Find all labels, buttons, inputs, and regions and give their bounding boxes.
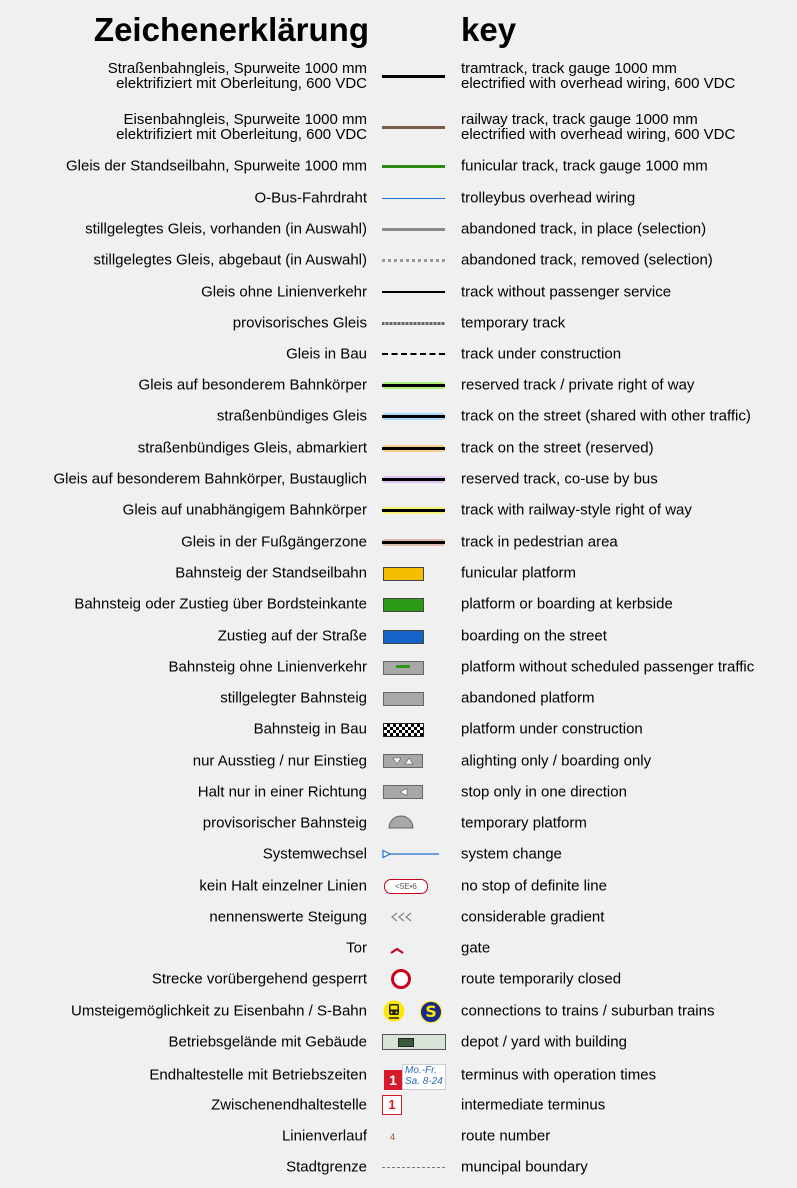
legend-row [0, 277, 797, 308]
legend-label-english: reserved track, co-use by bus [461, 470, 658, 488]
legend-row [0, 808, 797, 839]
legend-row [0, 902, 797, 933]
legend-label-english: funicular track, track gauge 1000 mm [461, 157, 708, 175]
legend-label-german: Bahnsteig der Standseilbahn [175, 564, 367, 582]
legend-symbol-train-icons [382, 996, 445, 1027]
legend-label-german: Bahnsteig oder Zustieg über Bordsteinkante [74, 595, 367, 613]
legend-label-german: Gleis in der Fußgängerzone [181, 533, 367, 551]
legend-label-english: funicular platform [461, 564, 577, 582]
legend-label-german: Tor [346, 939, 367, 957]
terminus-line-badge: 1 [384, 1070, 402, 1090]
legend-label-english: terminus with operation times [461, 1066, 657, 1084]
legend-label-english: muncipal boundary [461, 1158, 588, 1176]
legend-label-english: reserved track / private right of way [461, 376, 695, 394]
legend-label-german: nennenswerte Steigung [209, 908, 367, 926]
legend-label-german: Strecke vorübergehend gesperrt [151, 970, 367, 988]
legend-row [0, 589, 797, 620]
legend-label-english: considerable gradient [461, 908, 605, 926]
legend-symbol-line-blue-thin [382, 183, 445, 214]
legend-label-english: platform without scheduled passenger traffic [461, 658, 755, 676]
legend-symbol-casing-orange [382, 433, 445, 464]
legend-row [0, 495, 797, 526]
legend-label-german: Zustieg auf der Straße [217, 627, 367, 645]
legend-symbol-route-number [382, 1121, 445, 1152]
legend-label-english: route temporarily closed [461, 970, 622, 988]
legend-label-german: provisorischer Bahnsteig [202, 814, 367, 832]
legend-row [0, 370, 797, 401]
legend-label-english: boarding on the street [461, 627, 607, 645]
legend-row [0, 183, 797, 214]
legend-label-english: track under construction [461, 345, 622, 363]
legend-label-english: system change [461, 845, 562, 863]
legend-row [0, 433, 797, 464]
legend-label-english: alighting only / boarding only [461, 752, 652, 770]
legend-label-german: stillgelegtes Gleis, vorhanden (in Auswahl) [85, 220, 367, 238]
legend-symbol-no-stop-pill [382, 871, 445, 902]
legend-symbol-platform-checker [382, 714, 445, 745]
legend-label-english: abandoned track, removed (selection) [461, 251, 713, 269]
legend-label-english: connections to trains / suburban trains [461, 1002, 715, 1020]
legend-row [0, 933, 797, 964]
legend-label-german: Gleis in Bau [286, 345, 367, 363]
legend-row [0, 245, 797, 276]
legend-row [0, 839, 797, 870]
legend-label-german: Bahnsteig ohne Linienverkehr [168, 658, 367, 676]
legend-row [0, 1027, 797, 1058]
legend-row [0, 151, 797, 182]
legend-symbol-platform-green [382, 589, 445, 620]
legend-label-german: stillgelegter Bahnsteig [220, 689, 367, 707]
legend-row [0, 683, 797, 714]
legend-symbol-casing-green [382, 370, 445, 401]
legend-symbol-platform-blue [382, 621, 445, 652]
s-bahn-icon: S [420, 1001, 442, 1023]
legend-label-german: straßenbündiges Gleis [216, 407, 367, 425]
legend-label-german: Endhaltestelle mit Betriebszeiten [149, 1066, 367, 1084]
legend-label-german: Gleis auf besonderem Bahnkörper [138, 376, 367, 394]
legend-symbol-line-grey [382, 214, 445, 245]
legend-label-english: abandoned platform [461, 689, 595, 707]
legend-row [0, 1121, 797, 1152]
legend-symbol-casing-yellow [382, 495, 445, 526]
title-german: Zeichenerklärung [93, 11, 369, 48]
legend-label-english: railway track, track gauge 1000 mm electrified with overhead wiring, 600 VDC [461, 111, 736, 143]
legend-row [0, 558, 797, 589]
legend-label-english: track on the street (shared with other traffic) [461, 407, 751, 425]
legend-label-german: Betriebsgelände mit Gebäude [168, 1033, 367, 1051]
legend-row [0, 464, 797, 495]
legend-row [0, 714, 797, 745]
legend-label-german: Gleis der Standseilbahn, Spurweite 1000 mm [66, 157, 367, 175]
intermediate-terminus-badge: 1 [382, 1095, 402, 1115]
title-english: key [461, 11, 517, 48]
legend-symbol-casing-purple [382, 464, 445, 495]
legend-symbol-platform-one-way [382, 777, 445, 808]
legend-label-english: depot / yard with building [461, 1033, 627, 1051]
legend-symbol-platform-grey [382, 683, 445, 714]
legend-label-german: Gleis auf unabhängigem Bahnkörper [122, 501, 367, 519]
legend-label-german: Zwischenendhaltestelle [211, 1096, 367, 1114]
legend-row [0, 308, 797, 339]
legend-label-german: Umsteigemöglichkeit zu Eisenbahn / S-Bahn [71, 1002, 367, 1020]
legend-symbol-line-black-dashed [382, 339, 445, 370]
legend-label-german: nur Ausstieg / nur Einstieg [192, 752, 367, 770]
route-number-label: 4 [390, 1132, 396, 1142]
legend-label-english: track in pedestrian area [461, 533, 618, 551]
legend-label-english: route number [461, 1127, 551, 1145]
legend-label-english: platform under construction [461, 720, 643, 738]
legend-row [0, 964, 797, 995]
legend-symbol-line-brown [382, 112, 445, 143]
legend-label-english: trolleybus overhead wiring [461, 189, 636, 207]
legend-symbol-casing-blue [382, 401, 445, 432]
operation-times: Mo.-Fr. Sa. 8-24 [402, 1064, 446, 1090]
legend-label-english: track without passenger service [461, 283, 672, 301]
legend-row [0, 61, 797, 92]
legend-label-german: Bahnsteig in Bau [253, 720, 367, 738]
legend-symbol-line-green [382, 151, 445, 182]
legend-symbol-boundary [382, 1152, 445, 1183]
legend-label-german: Linienverlauf [281, 1127, 367, 1145]
train-icon [383, 1000, 405, 1022]
legend-label-german: kein Halt einzelner Linien [199, 877, 367, 895]
legend-symbol-line-grey-textured [382, 308, 445, 339]
legend-label-english: platform or boarding at kerbside [461, 595, 673, 613]
legend-label-german: Systemwechsel [262, 845, 367, 863]
legend-symbol-gate [382, 933, 445, 964]
legend-label-german: Halt nur in einer Richtung [197, 783, 367, 801]
legend-row [0, 339, 797, 370]
legend-label-english: temporary track [461, 314, 566, 332]
legend-symbol-casing-tan [382, 527, 445, 558]
legend-row [0, 652, 797, 683]
legend-row [0, 746, 797, 777]
legend-row [0, 871, 797, 902]
legend-label-english: stop only in one direction [461, 783, 627, 801]
legend-symbol-intermediate-terminus [382, 1090, 445, 1121]
legend-symbol-platform-arrows [382, 746, 445, 777]
legend-row [0, 401, 797, 432]
legend-row [0, 621, 797, 652]
legend-label-english: intermediate terminus [461, 1096, 606, 1114]
legend-label-german: Eisenbahngleis, Spurweite 1000 mm elektrifiziert mit Oberleitung, 600 VDC [116, 111, 367, 143]
legend-label-english: abandoned track, in place (selection) [461, 220, 707, 238]
legend-symbol-half-circle [382, 808, 445, 839]
legend-row [0, 527, 797, 558]
legend-label-english: track with railway-style right of way [461, 501, 692, 519]
legend-row [0, 1152, 797, 1183]
legend-symbol-platform-grey-dash [382, 652, 445, 683]
legend-symbol-line-black-thick [382, 61, 445, 92]
no-stop-pill: <5E•6 [384, 879, 428, 894]
legend-label-german: stillgelegtes Gleis, abgebaut (in Auswahl) [93, 251, 367, 269]
legend-label-english: track on the street (reserved) [461, 439, 654, 457]
legend-symbol-gradient [382, 902, 445, 933]
legend-label-german: O-Bus-Fahrdraht [254, 189, 367, 207]
legend-label-english: gate [461, 939, 491, 957]
legend-row [0, 214, 797, 245]
legend-label-english: tramtrack, track gauge 1000 mm electrified with overhead wiring, 600 VDC [461, 60, 736, 92]
legend-symbol-line-grey-dotted [382, 245, 445, 276]
legend-label-english: no stop of definite line [461, 877, 607, 895]
legend-symbol-line-black-thin [382, 277, 445, 308]
legend-symbol-platform-yellow [382, 558, 445, 589]
legend-symbol-system-change [382, 839, 445, 870]
legend-label-german: provisorisches Gleis [232, 314, 367, 332]
legend-label-german: Stadtgrenze [286, 1158, 367, 1176]
legend-symbol-closed-circle [382, 964, 445, 995]
legend-label-german: Gleis ohne Linienverkehr [201, 283, 367, 301]
legend-row [0, 996, 797, 1027]
legend-label-german: straßenbündiges Gleis, abmarkiert [137, 439, 367, 457]
legend-row [0, 777, 797, 808]
legend-label-german: Gleis auf besonderem Bahnkörper, Bustauglich [53, 470, 367, 488]
legend-symbol-depot [382, 1027, 445, 1058]
legend-symbol-terminus-times [382, 1060, 445, 1091]
legend-row [0, 112, 797, 143]
legend-row [0, 1060, 797, 1091]
legend-row [0, 1090, 797, 1121]
legend-label-english: temporary platform [461, 814, 587, 832]
legend-label-german: Straßenbahngleis, Spurweite 1000 mm elektrifiziert mit Oberleitung, 600 VDC [107, 60, 367, 92]
